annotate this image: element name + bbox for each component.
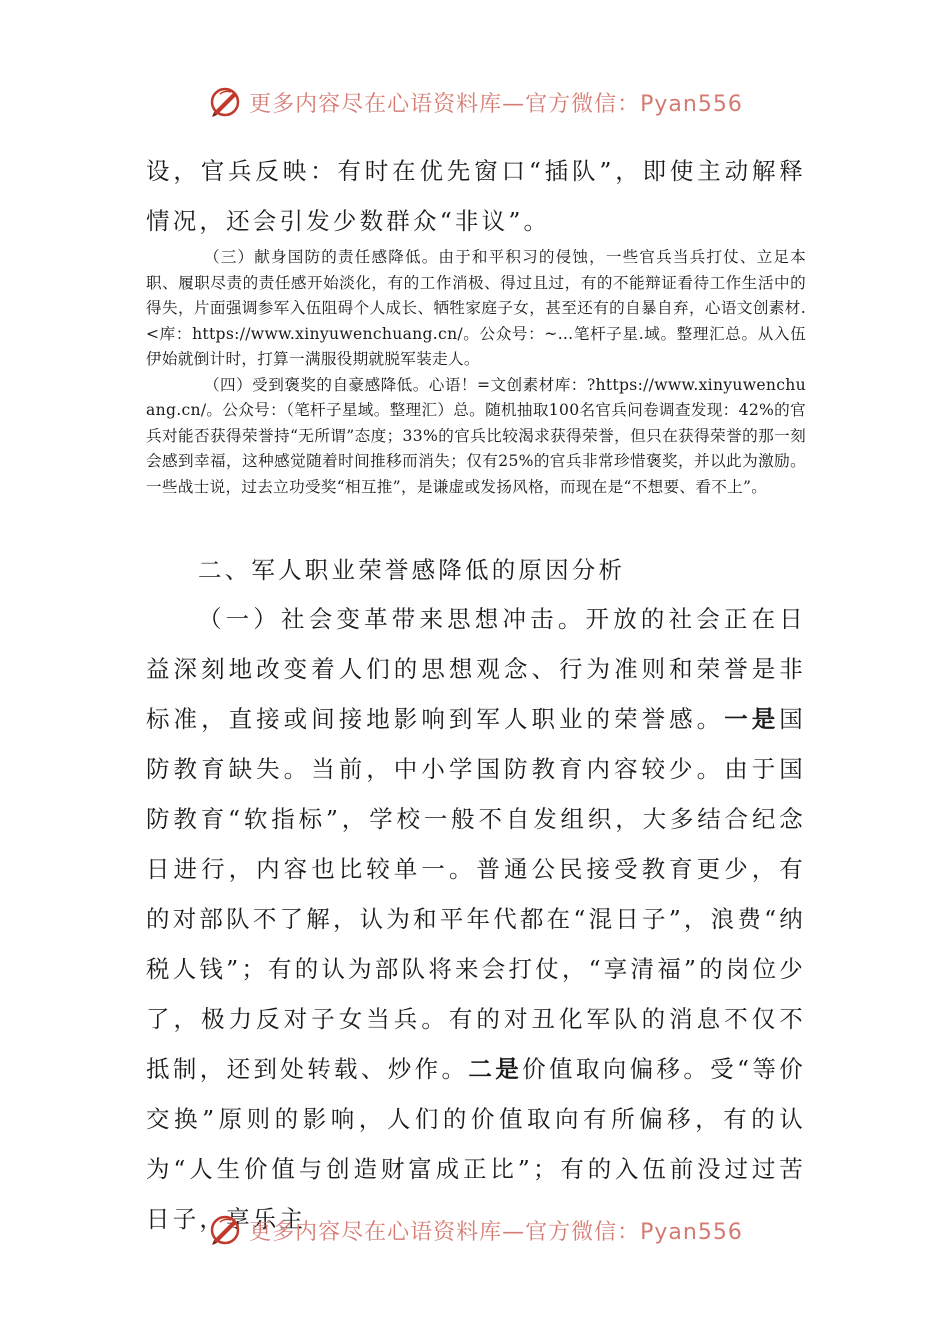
point-one-label: 一是 [724, 705, 780, 733]
paragraph-continued: 设，官兵反映：有时在优先窗口“插队”，即使主动解释情况，还会引发少数群众“非议”。 [146, 157, 806, 235]
banner-text: 更多内容尽在心语资料库—官方微信：Pyan556 [249, 1219, 743, 1245]
header-banner [0, 82, 950, 122]
footer-banner [0, 1210, 950, 1250]
section-heading-block [146, 545, 806, 595]
analysis-text-3: 价值取向偏移。受“等价交换”原则的影响，人们的价值取向有所偏移，有的认为“人生价值与创造财富成正比”；有的入伍前没过过苦日子，享乐主 [146, 1055, 806, 1233]
analysis-text-2: 国防教育缺失。当前，中小学国防教育内容较少。由于国防教育“软指标”，学校一般不自发组织，大多结合纪念日进行，内容也比较单一。普通公民接受教育更少，有的对部队不了解，认为和平年代都在“混日子”，浪费“纳税人钱”；有的认为部队将来会打仗，“享清福”的岗位少了，极力反对子女当兵。有的对丑化军队的消息不仅不抵制，还到处转载、炒作。 [146, 705, 806, 1083]
pen-logo-icon [207, 84, 243, 120]
small-text-block [146, 245, 806, 500]
section-heading: 二、军人职业荣誉感降低的原因分析 [198, 556, 626, 584]
paragraph-analysis [146, 594, 806, 1244]
pen-logo-icon [207, 1212, 243, 1248]
analysis-text-1: （一）社会变革带来思想冲击。开放的社会正在日益深刻地改变着人们的思想观念、行为准则和荣誉是非标准，直接或间接地影响到军人职业的荣誉感。 [146, 605, 806, 733]
paragraph-three: （三）献身国防的责任感降低。由于和平积习的侵蚀，一些官兵当兵打仗、立足本职、履职尽责的责任感开始淡化，有的工作消极、得过且过，有的不能辩证看待工作生活中的得失，片面强调参军入伍阻碍个人成长、牺牲家庭子女，甚至还有的自暴自弃，心语文创素材.<库：https://www.xinyuwenchuang.cn/。公众号：~…笔杆子星.域。整理汇总。从入伍伊始就倒计时，打算一满服役期就脱军装走人。 [146, 248, 806, 368]
point-two-label: 二是 [468, 1055, 523, 1083]
analysis-block [146, 594, 806, 1244]
continued-paragraph [146, 146, 806, 246]
banner-text: 更多内容尽在心语资料库—官方微信：Pyan556 [249, 91, 743, 117]
paragraph-four: （四）受到褒奖的自豪感降低。心语！=文创素材库：?https://www.xinyuwenchuang.cn/。公众号：（笔杆子星域。整理汇）总。随机抽取100名官兵问卷调查发现：42%的官兵对能否获得荣誉持“无所谓”态度；33%的官兵比较渴求获得荣誉，但只在获得荣誉的那一刻会感到幸福，这种感觉随着时间推移而消失；仅有25%的官兵非常珍惜褒奖，并以此为激励。一些战士说，过去立功受奖“相互推”，是谦虚或发扬风格，而现在是“不想要、看不上”。 [146, 375, 806, 496]
